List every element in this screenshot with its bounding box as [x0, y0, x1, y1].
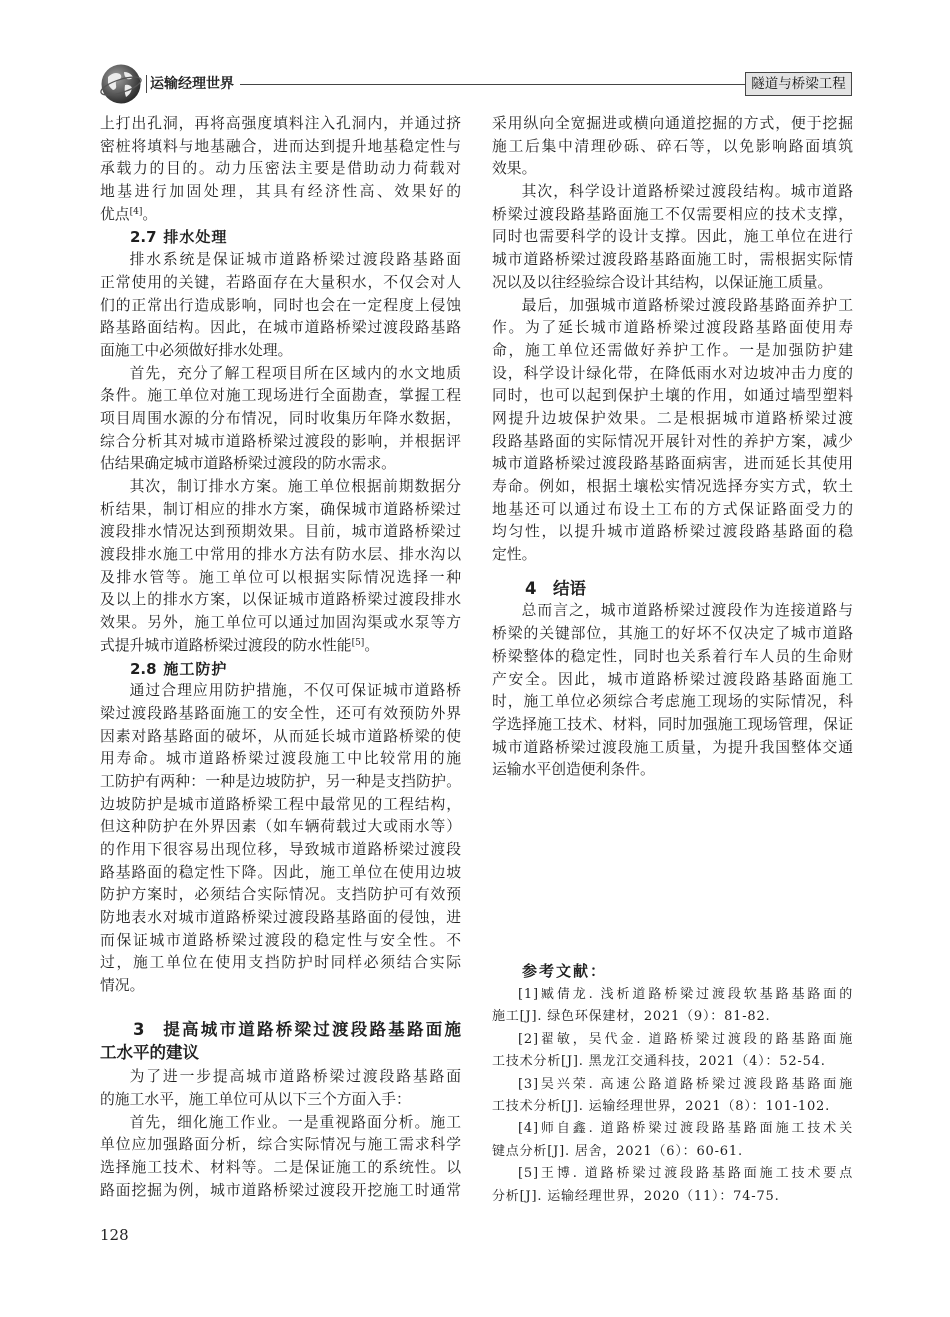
text-line: 梁过渡段路基路面施工的安全性，还可有效预防外界: [100, 704, 461, 722]
text-line: 施工后集中清理砂砾、碎石等，以免影响路面填筑: [492, 137, 853, 155]
reference-line: 施工[J]. 绿色环保建材，2021（9）：81-82.: [492, 1009, 771, 1025]
text-line: 地基还可以通过布设土工布的方式保证路面受力的: [492, 500, 853, 518]
subheading-title: 施工防护: [163, 659, 228, 678]
text-line: 项目周围水源的分布情况，同时收集历年降水数据，: [100, 409, 461, 427]
reference-item: [492, 1074, 853, 1119]
text-line: 单位应加强路面分析，综合实际情况与施工需求科学: [100, 1136, 461, 1154]
text-line: 们的正常出行造成影响，同时也会在一定程度上侵蚀: [100, 296, 461, 314]
text-line: 桥梁的关键部位，其施工的好坏不仅决定了城市道路: [492, 625, 853, 643]
text-line: 通过合理应用防护措施，不仅可保证城市道路桥: [129, 682, 461, 700]
citation-marker: [4]: [129, 206, 143, 217]
text-line: 路基路面的稳定性下降。因此，施工单位在使用边坡: [100, 863, 461, 881]
paragraph: [492, 600, 853, 782]
reference-line: [4]师自鑫. 道路桥梁过渡段路基路面施工技术关: [518, 1121, 853, 1137]
text-line: 城市道路桥梁过渡段路基路面病害，进而延长其使用: [492, 455, 853, 473]
text-line: 寿命。例如，根据土壤松实情况选择夯实方式，软土: [492, 478, 853, 495]
text-line: 城市道路桥梁过渡段路基路面施工时，需根据实际情: [492, 251, 853, 269]
text-line: 渡段排水施工中常用的排水方法有防水层、排水沟以: [100, 546, 461, 564]
text-line: 定性。: [492, 546, 537, 564]
text-line: 同时，也可以起到保护土壤的作用，如通过墙型塑料: [492, 387, 853, 405]
text-line: 采用纵向全宽掘进或横向通道挖掘的方式，便于挖掘: [492, 115, 853, 132]
text-line: 段路基路面的实际情况开展针对性的养护方案，减少: [492, 432, 853, 450]
text-line: 选择施工技术、材料等。二是保证施工的系统性。以: [100, 1158, 461, 1176]
paragraph: [100, 476, 461, 658]
text-line: 综合分析其对城市道路桥梁过渡段的影响，并根据评: [100, 432, 461, 450]
header-rule: [240, 84, 745, 85]
text-line: 网提升边坡保护效果。二是根据城市道路桥梁过渡: [492, 409, 853, 427]
reference-line: 工技术分析[J]. 黑龙江交通科技，2021（4）：52-54.: [492, 1054, 826, 1070]
text-line: 边坡防护是城市道路桥梁工程中最常见的工程结构，: [100, 795, 461, 813]
line-text: 式提升城市道路桥梁过渡段的防水性能: [100, 636, 352, 654]
line-text: 。: [364, 636, 380, 654]
section-title-text: 结语: [552, 578, 586, 598]
paragraph: [492, 181, 853, 294]
text-line: 时，施工单位必须综合考虑施工现场的实际情况，科: [492, 693, 853, 711]
references: [492, 958, 853, 1208]
text-line: 因素对路基路面的破坏，从而延长城市道路桥梁的使: [100, 727, 461, 745]
references-title: 参考文献：: [522, 962, 608, 980]
text-line: 路基路面结构。因此，在城市道路桥梁过渡段路基路: [100, 319, 461, 337]
text-line: 及以上的排水方案，以保证城市道路桥梁过渡段排水: [100, 591, 461, 609]
paragraph: [492, 113, 853, 181]
section-title-text: 提高城市道路桥梁过渡段路基路面施: [160, 1019, 461, 1039]
subheading-number: 2.8: [130, 659, 157, 678]
left-column: [100, 113, 461, 1202]
text-line: 同时也需要科学的设计支撑。因此，施工单位在进行: [492, 228, 853, 246]
text-line: [100, 204, 461, 227]
section-title-text: 工水平的建议: [100, 1042, 199, 1062]
subheading-number: 2.7: [130, 228, 157, 247]
text-line: 防护方案时，必须结合实际情况。支挡防护可有效预: [100, 886, 461, 904]
paragraph: [100, 1066, 461, 1111]
reference-line: [3]吴兴荣. 高速公路道路桥梁过渡段路基路面施: [518, 1076, 853, 1092]
text-line: 运输水平创造便利条件。: [492, 761, 655, 779]
reference-line: [2]翟敏，吴代金. 道路桥梁过渡段的路基路面施: [518, 1031, 853, 1047]
reference-line: [5]王博. 道路桥梁过渡段路基路面施工技术要点: [518, 1166, 853, 1182]
paragraph: [100, 363, 461, 476]
text-line: 工防护有两种：一种是边坡防护，另一种是支挡防护。: [100, 772, 461, 790]
globe-logo-icon: [98, 61, 144, 107]
section-label: 隧道与桥梁工程: [745, 72, 852, 96]
text-line: 总而言之，城市道路桥梁过渡段作为连接道路与: [521, 602, 853, 620]
text-line: 最后，加强城市道路桥梁过渡段路基路面养护工: [521, 296, 853, 314]
section-number: 4: [525, 578, 537, 598]
text-line: 承载力的目的。动力压密法主要是借助动力荷载对: [100, 160, 461, 178]
text-line: 排水系统是保证城市道路桥梁过渡段路基路面: [129, 251, 461, 269]
text-line: 为了进一步提高城市道路桥梁过渡段路基路面: [129, 1068, 461, 1086]
line-text: 。: [142, 205, 158, 223]
paragraph: [100, 1112, 461, 1203]
reference-item: [492, 1029, 853, 1074]
text-line: 的作用下很容易出现位移，导致城市道路桥梁过渡段: [100, 841, 461, 858]
text-line: 况以及以往经验综合设计其结构，以保证施工质量。: [492, 273, 833, 291]
text-line: 面施工中必须做好排水处理。: [100, 341, 293, 359]
paragraph: [100, 113, 461, 226]
journal-title: 运输经理世界: [150, 76, 234, 92]
text-line: 地基进行加固处理，其具有经济性高、效果好的: [100, 183, 461, 201]
reference-item: [492, 1163, 853, 1208]
text-line: 上打出孔洞，再将高强度填料注入孔洞内，并通过挤: [100, 115, 461, 132]
subheading-title: 排水处理: [163, 228, 228, 247]
text-line: 设，科学设计绿化带，在降低雨水对边坡冲击力度的: [492, 364, 853, 382]
text-line: 估结果确定城市道路桥梁过渡段的防水需求。: [100, 455, 396, 473]
paragraph: [492, 295, 853, 567]
text-line: 命，施工单位还需做好养护工作。一是加强防护建: [492, 341, 853, 359]
globe-sphere: [102, 65, 141, 104]
page-number: 128: [100, 1226, 129, 1244]
text-line: [100, 635, 461, 658]
text-line: 作。为了延长城市道路桥梁过渡段路基路面使用寿: [492, 319, 853, 337]
section-heading-line: [100, 1042, 461, 1065]
subheading: [100, 226, 461, 249]
text-line: 路面挖掘为例，城市道路桥梁过渡段开挖施工时通常: [100, 1181, 461, 1199]
text-line: 首先，细化施工作业。一是重视路面分析。施工: [129, 1113, 461, 1131]
section-heading-line: [492, 578, 853, 601]
reference-list: [492, 984, 853, 1208]
text-line: 用寿命。城市道路桥梁过渡段施工中比较常用的施: [100, 750, 461, 768]
text-line: 防地表水对城市道路桥梁过渡段路基路面的侵蚀，进: [100, 909, 461, 927]
reference-item: [492, 1118, 853, 1163]
text-line: 其次，科学设计道路桥梁过渡段结构。城市道路: [521, 183, 853, 201]
text-line: 城市道路桥梁过渡段施工质量，为提升我国整体交通: [492, 738, 853, 756]
text-line: 情况。: [100, 977, 145, 995]
text-line: 效果。另外，施工单位可以通过加固沟渠或水泵等方: [100, 614, 461, 632]
text-line: 产安全。因此，城市道路桥梁过渡段路基路面施工: [492, 670, 853, 688]
text-line: 析结果，制订相应的排水方案，确保城市道路桥梁过: [100, 500, 461, 518]
paragraph: [100, 680, 461, 998]
header-separator: [146, 75, 147, 93]
text-line: 过，施工单位在使用支挡防护时同样必须结合实际: [100, 954, 461, 972]
text-line: 密桩将填料与地基融合，进而达到提升地基稳定性与: [100, 137, 461, 155]
section-heading-line: [100, 1019, 461, 1042]
text-line: 的施工水平，施工单位可从以下三个方面入手：: [100, 1090, 411, 1108]
citation-marker: [5]: [351, 637, 365, 648]
text-line: 学选择施工技术、材料，同时加强施工现场管理，保证: [492, 715, 853, 733]
text-line: 渡段排水情况达到预期效果。目前，城市道路桥梁过: [100, 523, 461, 541]
text-line: 效果。: [492, 160, 537, 178]
reference-line: 键点分析[J]. 居舍，2021（6）：60-61.: [492, 1143, 743, 1159]
section-heading: [492, 578, 853, 601]
subheading: [100, 658, 461, 681]
line-text: 优点: [100, 205, 130, 223]
text-line: 而保证城市道路桥梁过渡段的稳定性与安全性。不: [100, 931, 461, 949]
reference-line: [1]臧倩龙. 浅析道路桥梁过渡段软基路基路面的: [518, 987, 853, 1002]
reference-line: 分析[J]. 运输经理世界，2020（11）：74-75.: [492, 1188, 780, 1204]
text-line: 桥梁整体的稳定性，同时也关系着行车人员的生命财: [492, 647, 853, 665]
text-line: 正常使用的关键，若路面存在大量积水，不仅会对人: [100, 273, 461, 291]
reference-line: 工技术分析[J]. 运输经理世界，2021（8）：101-102.: [492, 1098, 831, 1114]
section-heading: [100, 1019, 461, 1064]
text-line: 桥梁过渡段路基路面施工不仅需要相应的技术支撑，: [492, 205, 853, 223]
reference-item: [492, 984, 853, 1029]
text-line: 但这种防护在外界因素（如车辆荷载过大或雨水等）: [100, 818, 461, 836]
text-line: 及排水管等。施工单位可以根据实际情况选择一种: [100, 568, 461, 586]
text-line: 条件。施工单位对施工现场进行全面勘查，掌握工程: [100, 387, 461, 405]
section-number: 3: [133, 1019, 145, 1039]
paragraph: [100, 249, 461, 362]
text-line: 均匀性，以提升城市道路桥梁过渡段路基路面的稳: [492, 523, 853, 541]
right-column: [492, 113, 853, 782]
text-line: 其次，制订排水方案。施工单位根据前期数据分: [129, 478, 461, 495]
text-line: 首先，充分了解工程项目所在区域内的水文地质: [129, 364, 461, 382]
